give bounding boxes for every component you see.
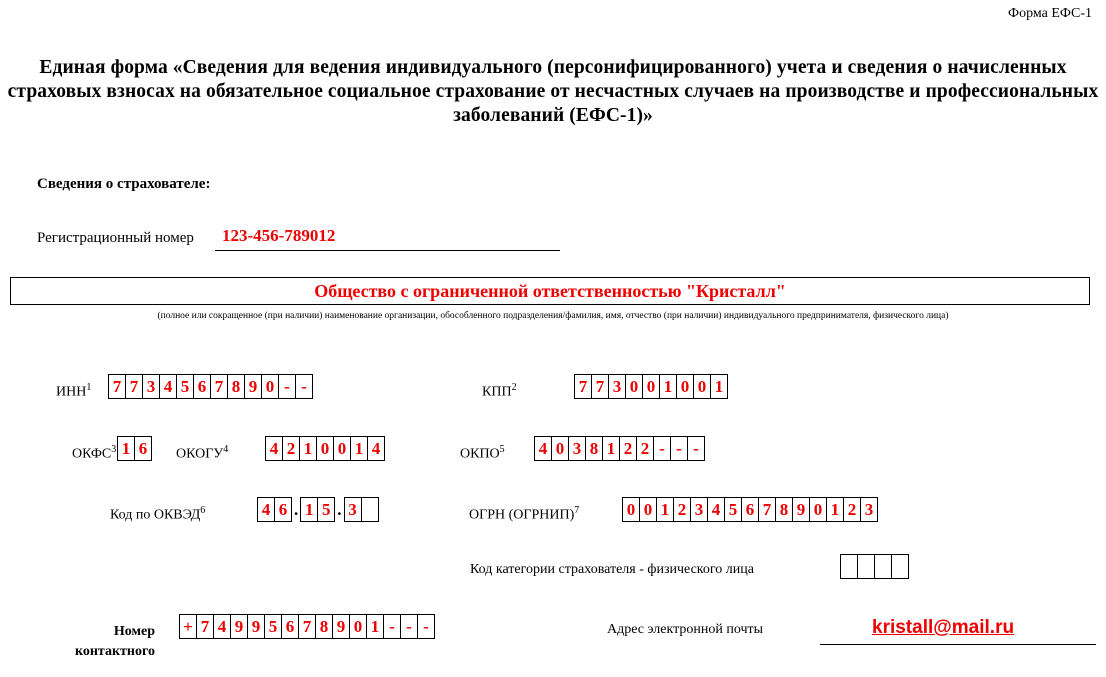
digit-cell[interactable]: 3 [608, 374, 626, 399]
okved-label: Код по ОКВЭД$^6$ [110, 505, 206, 523]
digit-cell[interactable]: 3 [142, 374, 160, 399]
digit-cell[interactable]: 0 [333, 436, 351, 461]
okfs-label: ОКФС$^3$ [72, 444, 117, 462]
digit-cell[interactable]: 8 [315, 614, 333, 639]
digit-cell[interactable]: 2 [843, 497, 861, 522]
digit-cell[interactable]: 0 [551, 436, 569, 461]
digit-cell[interactable]: 7 [298, 614, 316, 639]
inn-label: ИНН$^1$ [56, 382, 92, 400]
digit-cell[interactable]: 9 [230, 614, 248, 639]
digit-cell[interactable]: 4 [367, 436, 385, 461]
reg-number-line [215, 250, 560, 251]
digit-cell[interactable]: - [653, 436, 671, 461]
digit-cell[interactable] [361, 497, 379, 522]
digit-cell[interactable]: 6 [134, 436, 152, 461]
okved-group-3[interactable] [344, 497, 379, 522]
ogrn-label: ОГРН (ОГРНИП)$^7$ [469, 505, 580, 523]
reg-number-field[interactable]: 123-456-789012 [222, 226, 336, 245]
digit-cell[interactable]: 0 [625, 374, 643, 399]
digit-cell[interactable]: 4 [257, 497, 275, 522]
digit-cell[interactable]: 4 [213, 614, 231, 639]
form-title: Единая форма «Сведения для ведения индивидуального (персонифицированного) учета и сведения о начисленных страховых взносах на обязательное социальное страхование от несчастных случаев на производстве и профессиональных заболеваний (ЕФС-1)» [7, 57, 1099, 126]
digit-cell[interactable] [857, 554, 875, 579]
okpo-cells[interactable] [534, 436, 705, 461]
org-name-hint: (полное или сокращенное (при наличии) наименование организации, обособленного подразделения/фамилия, имя, отчество (при наличии) индивидуального предпринимателя, физического лица) [157, 311, 949, 321]
reg-number-label: Регистрационный номер [37, 230, 194, 246]
digit-cell[interactable]: 1 [299, 436, 317, 461]
digit-cell[interactable]: 3 [344, 497, 362, 522]
digit-cell[interactable]: 2 [619, 436, 637, 461]
digit-cell[interactable]: 4 [534, 436, 552, 461]
digit-cell[interactable]: 0 [639, 497, 657, 522]
digit-cell[interactable]: 1 [659, 374, 677, 399]
digit-cell[interactable]: - [687, 436, 705, 461]
digit-cell[interactable]: 0 [809, 497, 827, 522]
digit-cell[interactable]: 6 [274, 497, 292, 522]
digit-cell[interactable]: - [295, 374, 313, 399]
kpp-label: КПП$^2$ [482, 382, 517, 400]
digit-cell[interactable]: - [278, 374, 296, 399]
digit-cell[interactable]: 8 [775, 497, 793, 522]
form-code: Форма ЕФС-1 [1008, 6, 1092, 21]
okfs-cells[interactable] [117, 436, 152, 461]
kpp-cells[interactable] [574, 374, 728, 399]
digit-cell[interactable]: 1 [350, 436, 368, 461]
digit-cell[interactable]: 6 [193, 374, 211, 399]
okved-group-2[interactable] [300, 497, 335, 522]
phone-label [60, 622, 155, 662]
digit-cell[interactable]: 0 [693, 374, 711, 399]
phone-label-line2: контактного [74, 644, 155, 659]
digit-cell[interactable]: - [383, 614, 401, 639]
digit-cell[interactable]: 1 [300, 497, 318, 522]
okved-dot: . [337, 500, 342, 519]
digit-cell[interactable]: - [417, 614, 435, 639]
digit-cell[interactable]: 1 [656, 497, 674, 522]
digit-cell[interactable]: 7 [758, 497, 776, 522]
digit-cell[interactable]: 4 [265, 436, 283, 461]
digit-cell[interactable]: 5 [724, 497, 742, 522]
inn-cells[interactable] [108, 374, 313, 399]
digit-cell[interactable]: 7 [196, 614, 214, 639]
okved-field[interactable] [257, 497, 379, 522]
digit-cell[interactable]: 7 [125, 374, 143, 399]
digit-cell[interactable]: 0 [642, 374, 660, 399]
email-field[interactable]: kristall@mail.ru [872, 617, 1015, 638]
phone-label-line1: Номер [113, 624, 155, 639]
okved-group-1[interactable] [257, 497, 292, 522]
digit-cell[interactable]: 5 [176, 374, 194, 399]
digit-cell[interactable]: 4 [159, 374, 177, 399]
okpo-label: ОКПО$^5$ [460, 444, 505, 462]
ogrn-cells[interactable] [622, 497, 878, 522]
digit-cell[interactable]: 2 [636, 436, 654, 461]
section-title: Сведения о страхователе: [37, 176, 211, 192]
digit-cell[interactable]: 0 [622, 497, 640, 522]
digit-cell[interactable]: 1 [710, 374, 728, 399]
okved-dot: . [294, 500, 299, 519]
digit-cell[interactable]: 6 [741, 497, 759, 522]
digit-cell[interactable]: 3 [568, 436, 586, 461]
digit-cell[interactable]: 2 [282, 436, 300, 461]
digit-cell[interactable]: 1 [826, 497, 844, 522]
digit-cell[interactable]: 7 [574, 374, 592, 399]
digit-cell[interactable]: 7 [591, 374, 609, 399]
digit-cell[interactable] [874, 554, 892, 579]
email-line [820, 644, 1096, 645]
digit-cell[interactable]: 0 [261, 374, 279, 399]
email-label: Адрес электронной почты [607, 622, 764, 637]
digit-cell[interactable]: 7 [108, 374, 126, 399]
phone-cells[interactable] [179, 614, 435, 639]
org-name-field[interactable]: Общество с ограниченной ответственностью "Кристалл" [10, 277, 1090, 305]
category-label: Код категории страхователя - физического лица [470, 562, 754, 577]
digit-cell[interactable]: 0 [316, 436, 334, 461]
digit-cell[interactable]: 0 [349, 614, 367, 639]
digit-cell[interactable] [891, 554, 909, 579]
digit-cell[interactable]: 1 [117, 436, 135, 461]
digit-cell[interactable]: 8 [585, 436, 603, 461]
category-cells[interactable] [840, 554, 909, 579]
digit-cell[interactable]: 9 [244, 374, 262, 399]
digit-cell[interactable]: 0 [676, 374, 694, 399]
digit-cell[interactable]: - [400, 614, 418, 639]
digit-cell[interactable]: 9 [247, 614, 265, 639]
digit-cell[interactable]: 9 [792, 497, 810, 522]
digit-cell[interactable]: - [670, 436, 688, 461]
digit-cell[interactable]: 2 [673, 497, 691, 522]
digit-cell[interactable]: 8 [227, 374, 245, 399]
digit-cell[interactable]: 6 [281, 614, 299, 639]
digit-cell[interactable]: 1 [602, 436, 620, 461]
digit-cell[interactable] [840, 554, 858, 579]
digit-cell[interactable]: 5 [317, 497, 335, 522]
okogu-cells[interactable] [265, 436, 385, 461]
digit-cell[interactable]: 1 [366, 614, 384, 639]
okogu-label: ОКОГУ$^4$ [176, 444, 229, 462]
digit-cell[interactable]: 5 [264, 614, 282, 639]
digit-cell[interactable]: 3 [690, 497, 708, 522]
digit-cell[interactable]: 3 [860, 497, 878, 522]
digit-cell[interactable]: + [179, 614, 197, 639]
digit-cell[interactable]: 9 [332, 614, 350, 639]
digit-cell[interactable]: 4 [707, 497, 725, 522]
digit-cell[interactable]: 7 [210, 374, 228, 399]
